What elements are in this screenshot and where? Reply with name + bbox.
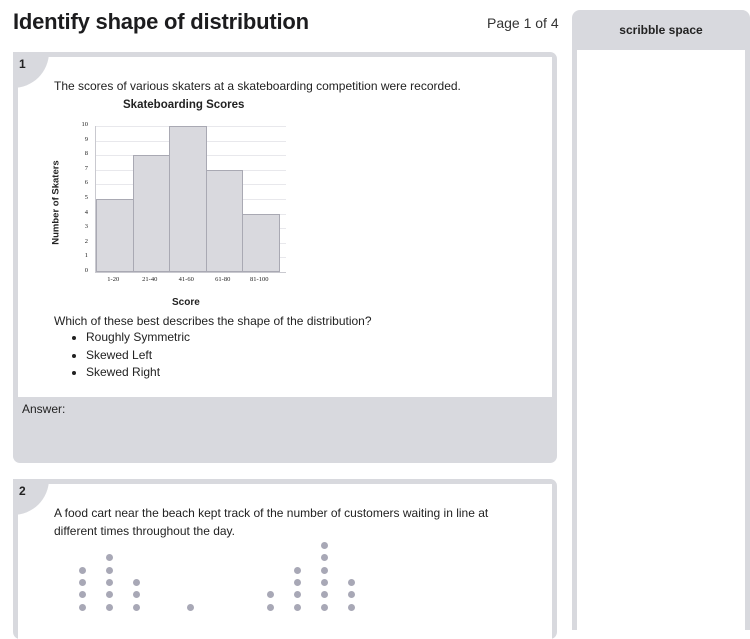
dot-marker bbox=[106, 579, 113, 586]
histogram-bar bbox=[169, 126, 207, 272]
histogram-bar bbox=[242, 214, 280, 272]
question-number: 2 bbox=[13, 479, 49, 515]
dot-marker bbox=[294, 579, 301, 586]
chart-y-label: Number of Skaters bbox=[50, 160, 62, 245]
question-body bbox=[18, 484, 552, 639]
chart-title: Skateboarding Scores bbox=[123, 99, 245, 111]
scribble-area[interactable] bbox=[577, 50, 745, 630]
dot-marker bbox=[106, 604, 113, 611]
y-tick-label: 7 bbox=[84, 164, 88, 172]
question-text-line-1: A food cart near the beach kept track of the number of customers waiting in line at bbox=[54, 506, 489, 520]
scribble-label: scribble space bbox=[619, 23, 703, 37]
question-text: The scores of various skaters at a skateboarding competition were recorded. bbox=[54, 79, 461, 93]
dot-marker bbox=[133, 591, 140, 598]
y-tick-label: 9 bbox=[84, 135, 88, 143]
option-item: • Roughly Symmetric bbox=[86, 329, 190, 347]
y-tick-label: 10 bbox=[81, 121, 88, 128]
question-card-1 bbox=[13, 52, 557, 463]
x-tick-label: 1-20 bbox=[107, 276, 120, 283]
y-tick-label: 5 bbox=[84, 194, 88, 201]
chart-x-label: Score bbox=[172, 297, 200, 308]
y-tick-label: 4 bbox=[84, 208, 88, 216]
dot-marker bbox=[321, 591, 328, 598]
dot-marker bbox=[321, 579, 328, 586]
dot-marker bbox=[267, 591, 274, 598]
dot-marker bbox=[294, 591, 301, 598]
histogram-bar bbox=[206, 170, 244, 272]
dot-marker bbox=[133, 579, 140, 586]
option-item: • Skewed Left bbox=[86, 347, 190, 365]
question-body bbox=[18, 57, 552, 397]
dot-marker bbox=[267, 604, 274, 611]
y-tick-label: 6 bbox=[84, 179, 88, 187]
y-tick-label: 1 bbox=[84, 252, 88, 260]
dot-marker bbox=[321, 542, 328, 549]
question-prompt: Which of these best describes the shape of the distribution? bbox=[54, 314, 372, 328]
dot-marker bbox=[348, 579, 355, 586]
dot-marker bbox=[321, 567, 328, 574]
dot-marker bbox=[106, 591, 113, 598]
x-tick-label: 81-100 bbox=[250, 276, 269, 283]
question-card-2 bbox=[13, 479, 557, 639]
options-list bbox=[68, 329, 190, 382]
page-indicator: Page 1 of 4 bbox=[487, 15, 559, 31]
histogram-bar bbox=[133, 155, 171, 272]
dot-marker bbox=[348, 591, 355, 598]
dot-marker bbox=[133, 604, 140, 611]
dot-marker bbox=[294, 604, 301, 611]
dot-marker bbox=[321, 554, 328, 561]
x-tick-label: 61-80 bbox=[215, 276, 231, 283]
histogram-plot bbox=[95, 126, 286, 273]
x-tick-label: 21-40 bbox=[142, 276, 158, 283]
y-tick-label: 8 bbox=[84, 150, 88, 158]
dot-marker bbox=[106, 567, 113, 574]
histogram-bar bbox=[96, 199, 134, 272]
dot-marker bbox=[79, 604, 86, 611]
dot-marker bbox=[79, 579, 86, 586]
question-text-line-2: different times throughout the day. bbox=[54, 524, 236, 538]
y-tick-label: 3 bbox=[84, 223, 88, 231]
page-title: Identify shape of distribution bbox=[13, 9, 309, 34]
dot-marker bbox=[187, 604, 194, 611]
dot-marker bbox=[321, 604, 328, 611]
y-tick-label: 2 bbox=[84, 237, 88, 245]
x-tick-label: 41-60 bbox=[178, 276, 194, 283]
dot-marker bbox=[348, 604, 355, 611]
dot-marker bbox=[294, 567, 301, 574]
dot-marker bbox=[79, 591, 86, 598]
dot-marker bbox=[79, 567, 86, 574]
scribble-panel bbox=[572, 10, 750, 630]
answer-label: Answer: bbox=[22, 402, 66, 416]
y-tick-label: 0 bbox=[84, 267, 88, 274]
option-item: • Skewed Right bbox=[86, 364, 190, 382]
dot-marker bbox=[106, 554, 113, 561]
question-number: 1 bbox=[13, 52, 49, 88]
